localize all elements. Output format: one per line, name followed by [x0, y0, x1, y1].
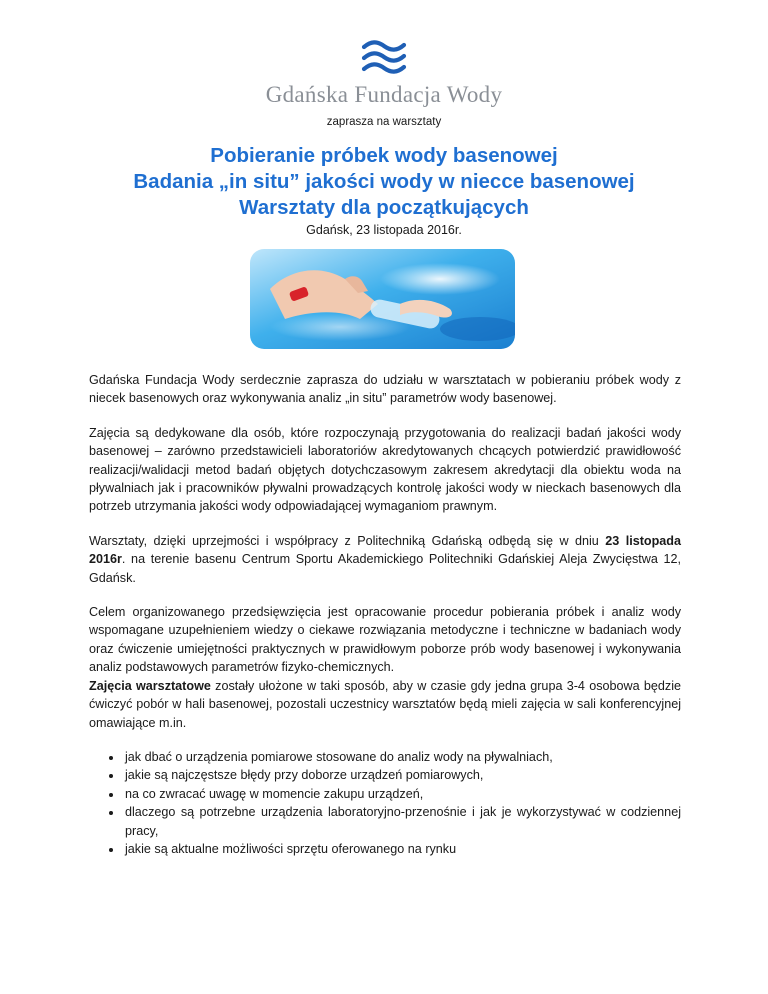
list-item: • jakie są najczęstsze błędy przy doborze urządzeń pomiarowych, — [123, 766, 681, 784]
list-item: • na co zwracać uwagę w momencie zakupu urządzeń, — [123, 785, 681, 803]
body-text — [89, 371, 681, 858]
list-item: • dlaczego są potrzebne urządzenia laboratoryjno-przenośnie i jak je wykorzystywać w codziennej pracy, — [123, 803, 681, 840]
waves-icon — [361, 40, 407, 78]
title-line-3: Warsztaty dla początkujących — [239, 196, 529, 219]
foundation-logo — [0, 40, 768, 108]
title-line-1: Pobieranie próbek wody basenowej — [210, 144, 558, 167]
place-date: Gdańsk, 23 listopada 2016r. — [306, 223, 462, 237]
venue-text: Warsztaty, dzięki uprzejmości i współpracy z Politechniką Gdańską odbędą się w dniu — [89, 533, 606, 548]
event-date: 23 listopada 2016r — [89, 533, 682, 567]
list-item: • jak dbać o urządzenia pomiarowe stosowane do analiz wody na pływalniach, — [123, 748, 681, 766]
workshop-text: zostały ułożone w taki sposób, aby w czasie gdy jedna grupa 3-4 osobowa będzie ćwiczyć pobór w hali basenowej, pozostali uczestnicy warsztatów będą mieli zajęcia w sali konferencyjnej omawiające m.in. — [89, 678, 682, 730]
paragraph-goal: Celem organizowanego przedsięwzięcia jest opracowanie procedur pobierania próbek i analiz wody wspomagane uzupełnieniem wiedzy o ciekawe rozwiązania metodyczne i techniczne w badaniach wody oraz ćwiczenie umiejętności praktycznych w prawidłowym poborze prób wody basenowej i wykonywania analiz podstawowych parametrów fizyko-chemicznych. — [89, 605, 681, 675]
logo-text: Gdańska Fundacja Wody — [265, 82, 503, 107]
invite-line: zaprasza na warsztaty — [326, 116, 442, 128]
paragraph-audience: Zajęcia są dedykowane dla osób, które rozpoczynają przygotowania do realizacji badań jakości wody basenowej – zarówno przedstawicieli laboratoriów akredytowanych chcących potwierdzić prawidłowość realizacji/walidacji metod badań objętych dotychczasowym zakresem akredytacji dla obiektu woda na pływalniach jak i pracowników pływalni prowadzących kontrolę jakości wody w nieckach basenowych dla potrzeb utrzymania jakości wody odpowiadającej wymaganiom prawnym. — [89, 425, 681, 514]
title-line-2: Badania „in situ” jakości wody w niecce basenowej — [133, 170, 635, 193]
paragraph-venue — [89, 532, 681, 587]
event-titles — [0, 143, 768, 221]
list-item: • jakie są aktualne możliwości sprzętu oferowanego na rynku — [123, 840, 681, 858]
paragraph-intro: Gdańska Fundacja Wody serdecznie zaprasza do udziału w warsztatach w pobieraniu próbek wody z niecek basenowych oraz wykonywania analiz „in situ” parametrów wody basenowej. — [89, 373, 681, 406]
topics-list — [89, 748, 681, 858]
workshop-label: Zajęcia warsztatowe — [89, 678, 211, 693]
paragraph-workshop — [89, 677, 681, 732]
venue-address: . na terenie basenu Centrum Sportu Akademickiego Politechniki Gdańskiej Aleja Zwycięstwa 12, Gdańsk. — [89, 552, 681, 585]
pool-photo — [250, 249, 515, 349]
